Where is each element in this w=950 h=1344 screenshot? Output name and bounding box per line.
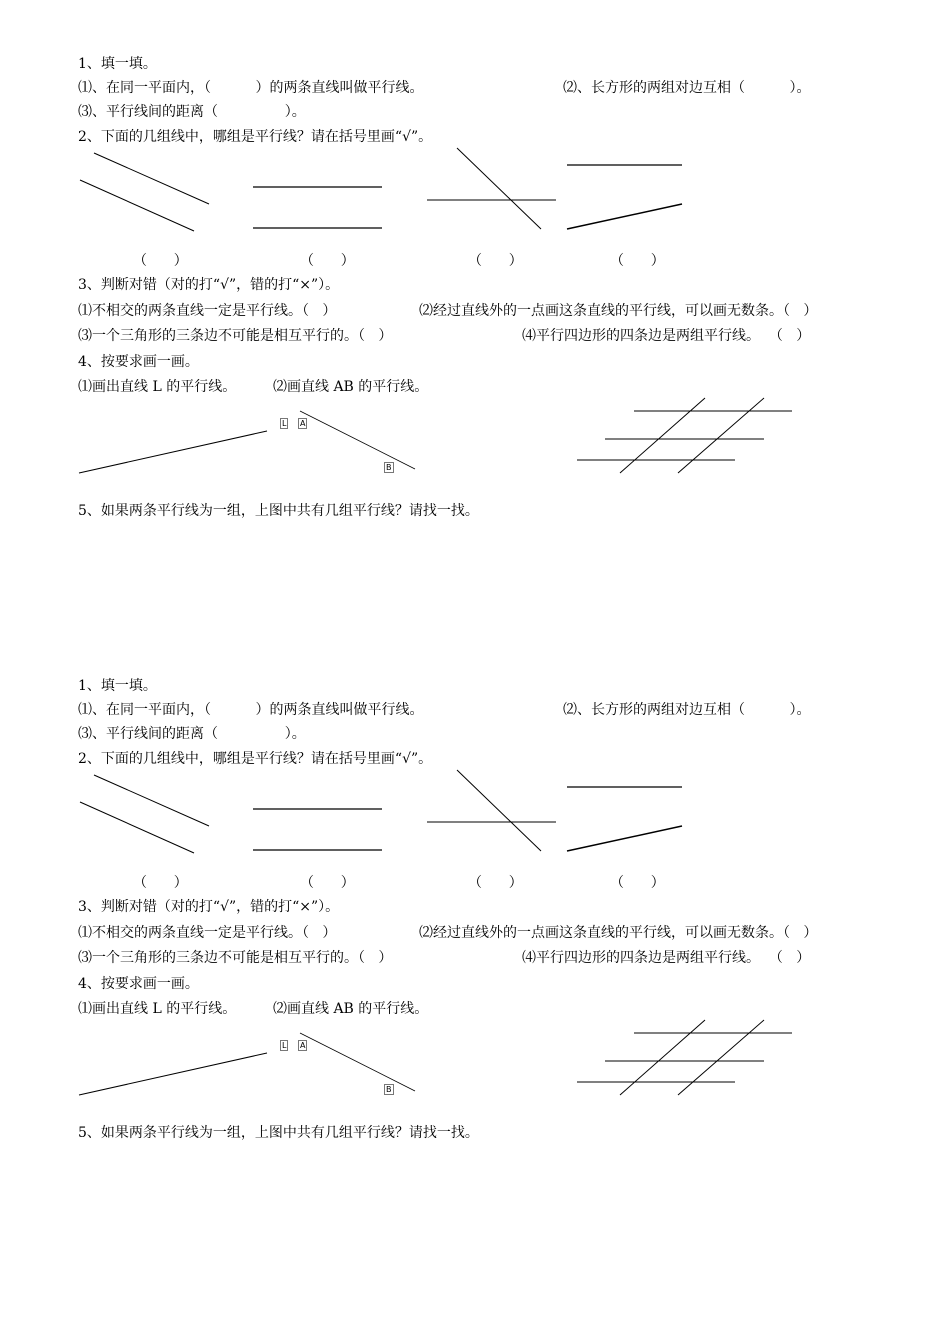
q2-title: 2、下面的几组线中，哪组是平行线？请在括号里画“√”。 — [78, 129, 433, 145]
q1-item-2: ⑵、长方形的两组对边互相（ ）。 — [563, 702, 811, 718]
group3-line-diagonal — [457, 770, 541, 851]
group4-line-slanted — [567, 204, 682, 229]
q1-title: 1、填一填。 — [78, 678, 157, 694]
q3-item-1: ⑴不相交的两条直线一定是平行线。（ ） — [78, 925, 337, 941]
q4-item-2: ⑵画直线 AB 的平行线。 — [273, 379, 429, 395]
q5-diagonal-1 — [620, 398, 705, 473]
group4-line-slanted — [567, 826, 682, 851]
q4-title: 4、按要求画一画。 — [78, 354, 199, 370]
q3-item-3: ⑶一个三角形的三条边不可能是相互平行的。（ ） — [78, 950, 393, 966]
q2-answer-4[interactable]: （ ） — [610, 875, 665, 891]
q2-answer-2[interactable]: （ ） — [300, 253, 355, 269]
q3-title: 3、判断对错（对的打“√”，错的打“×”）。 — [78, 899, 340, 915]
q3-item-4: ⑷平行四边形的四条边是两组平行线。 （ ） — [522, 328, 811, 344]
q3-item-4: ⑷平行四边形的四条边是两组平行线。 （ ） — [522, 950, 811, 966]
label-L: L — [282, 1041, 287, 1050]
label-B: B — [386, 1085, 392, 1094]
q4-item-1: ⑴画出直线 L 的平行线。 — [78, 1001, 237, 1017]
q2-line-groups-figure — [0, 145, 950, 245]
q4-item-2: ⑵画直线 AB 的平行线。 — [273, 1001, 429, 1017]
q2-answer-1[interactable]: （ ） — [133, 875, 188, 891]
group1-line-top — [94, 775, 209, 826]
q5-title: 5、如果两条平行线为一组，上图中共有几组平行线？请找一找。 — [78, 503, 479, 519]
q4-item-1: ⑴画出直线 L 的平行线。 — [78, 379, 237, 395]
label-B: B — [386, 463, 392, 472]
q5-diagonal-2 — [678, 1020, 764, 1095]
group1-line-bottom — [80, 180, 194, 231]
q3-title: 3、判断对错（对的打“√”，错的打“×”）。 — [78, 277, 340, 293]
q2-line-groups-figure — [0, 767, 950, 867]
group1-line-bottom — [80, 802, 194, 853]
q5-diagonal-1 — [620, 1020, 705, 1095]
line-AB — [300, 1033, 415, 1091]
q1-item-1: ⑴、在同一平面内，（ ）的两条直线叫做平行线。 — [78, 80, 424, 96]
label-A: A — [300, 419, 306, 428]
label-A: A — [300, 1041, 306, 1050]
label-L: L — [282, 419, 287, 428]
q1-item-3: ⑶、平行线间的距离（ ）。 — [78, 726, 306, 742]
q1-item-2: ⑵、长方形的两组对边互相（ ）。 — [563, 80, 811, 96]
q4-drawing-figure — [0, 395, 950, 475]
q2-answer-4[interactable]: （ ） — [610, 253, 665, 269]
line-L — [79, 431, 267, 473]
q2-answer-1[interactable]: （ ） — [133, 253, 188, 269]
group3-line-diagonal — [457, 148, 541, 229]
q3-item-2: ⑵经过直线外的一点画这条直线的平行线，可以画无数条。（ ） — [419, 925, 818, 941]
line-AB — [300, 411, 415, 469]
line-L — [79, 1053, 267, 1095]
q2-answer-3[interactable]: （ ） — [468, 253, 523, 269]
q3-item-2: ⑵经过直线外的一点画这条直线的平行线，可以画无数条。（ ） — [419, 303, 818, 319]
q2-answer-3[interactable]: （ ） — [468, 875, 523, 891]
q5-title: 5、如果两条平行线为一组，上图中共有几组平行线？请找一找。 — [78, 1125, 479, 1141]
q3-item-3: ⑶一个三角形的三条边不可能是相互平行的。（ ） — [78, 328, 393, 344]
q4-drawing-figure — [0, 1017, 950, 1097]
q2-answer-2[interactable]: （ ） — [300, 875, 355, 891]
group1-line-top — [94, 153, 209, 204]
q1-title: 1、填一填。 — [78, 56, 157, 72]
q5-diagonal-2 — [678, 398, 764, 473]
q1-item-1: ⑴、在同一平面内，（ ）的两条直线叫做平行线。 — [78, 702, 424, 718]
q3-item-1: ⑴不相交的两条直线一定是平行线。（ ） — [78, 303, 337, 319]
q2-title: 2、下面的几组线中，哪组是平行线？请在括号里画“√”。 — [78, 751, 433, 767]
q1-item-3: ⑶、平行线间的距离（ ）。 — [78, 104, 306, 120]
q4-title: 4、按要求画一画。 — [78, 976, 199, 992]
